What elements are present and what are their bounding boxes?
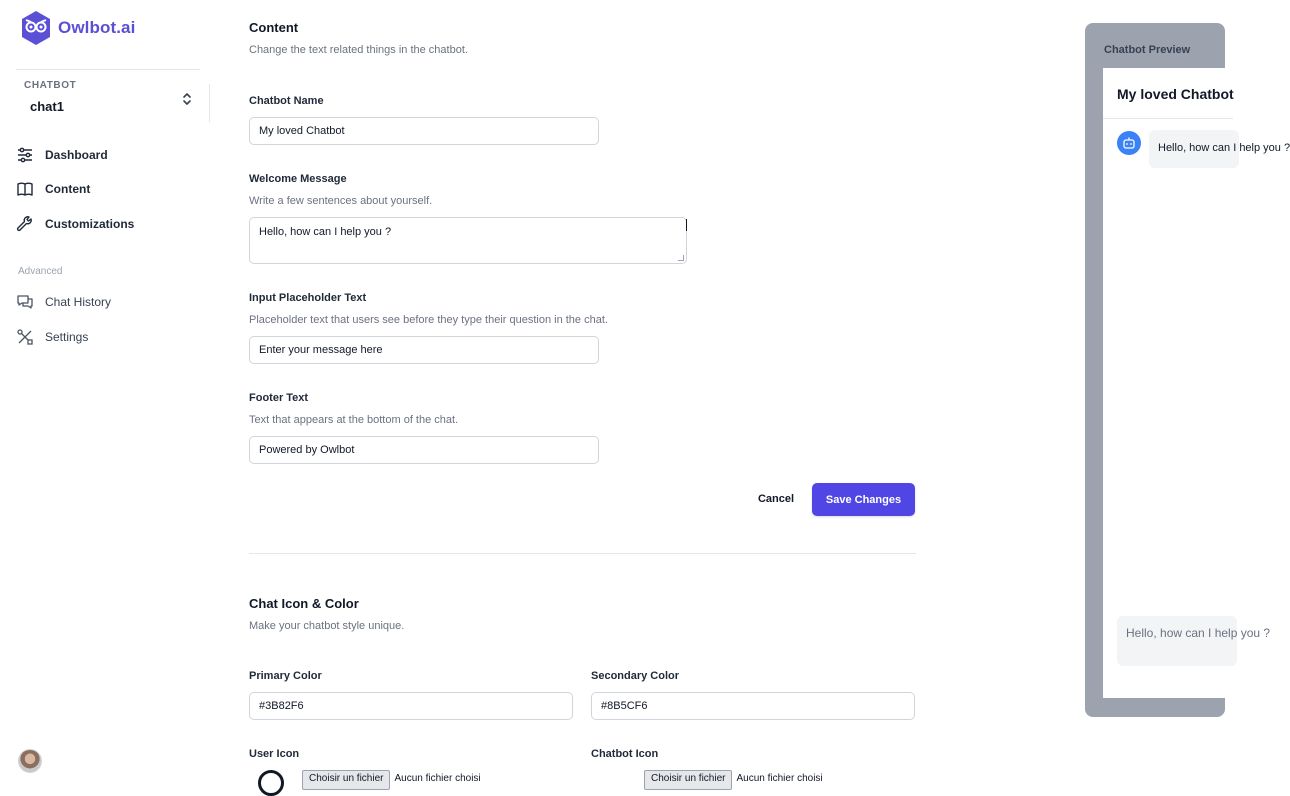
cancel-button[interactable]: Cancel	[757, 493, 795, 505]
footer-text-input[interactable]: Powered by Owlbot	[249, 436, 599, 464]
welcome-message-value: Hello, how can I help you ?	[259, 226, 392, 238]
placeholder-text-help: Placeholder text that users see before they type their question in the chat.	[249, 314, 608, 326]
wrench-icon	[16, 215, 34, 233]
primary-color-input[interactable]: #3B82F6	[249, 692, 573, 720]
user-icon-label: User Icon	[249, 748, 300, 760]
sidebar-divider	[16, 69, 200, 70]
sidebar-item-dashboard[interactable]	[16, 146, 206, 164]
welcome-message-help: Write a few sentences about yourself.	[249, 195, 433, 207]
welcome-message-textarea[interactable]	[249, 217, 687, 264]
sidebar-item-label: Dashboard	[45, 148, 108, 162]
secondary-color-input[interactable]: #8B5CF6	[591, 692, 915, 720]
chatbot-name-label: Chatbot Name	[249, 95, 324, 107]
brand[interactable]	[20, 10, 135, 46]
content-section-subtitle: Change the text related things in the chatbot.	[249, 44, 468, 56]
welcome-message-label: Welcome Message	[249, 173, 347, 185]
robot-icon	[1122, 136, 1136, 150]
brand-name: Owlbot.ai	[58, 18, 136, 37]
sidebar-item-label: Customizations	[45, 217, 135, 231]
preview-chat-window	[1103, 68, 1290, 698]
preview-chat-title: My loved Chatbot	[1117, 86, 1234, 102]
preview-label: Chatbot Preview	[1104, 44, 1191, 56]
sidebar-item-content[interactable]	[16, 180, 206, 198]
bot-message-bubble: Hello, how can I help you ?	[1149, 130, 1239, 168]
chatbot-selector[interactable]: chat1	[30, 99, 64, 114]
sidebar-item-label: Content	[45, 182, 91, 196]
selector-divider	[209, 84, 210, 122]
preview-message-input[interactable]: Hello, how can I help you ?	[1117, 616, 1237, 666]
file-status: Aucun fichier choisi	[736, 773, 823, 784]
footer-text-label: Footer Text	[249, 392, 309, 404]
chatbot-preview-panel	[1085, 23, 1290, 717]
secondary-color-label: Secondary Color	[591, 670, 680, 682]
advanced-section-label: Advanced	[18, 266, 63, 277]
chatbot-selector-label: CHATBOT	[24, 80, 77, 91]
footer-text-help: Text that appears at the bottom of the chat.	[249, 414, 459, 426]
chevron-updown-icon[interactable]	[181, 90, 193, 108]
sidebar	[0, 0, 212, 784]
placeholder-text-label: Input Placeholder Text	[249, 292, 367, 304]
placeholder-text-input[interactable]: Enter your message here	[249, 336, 599, 364]
owl-logo-icon	[20, 10, 52, 46]
bot-avatar	[1117, 131, 1141, 155]
sidebar-item-settings[interactable]	[16, 328, 206, 346]
primary-color-label: Primary Color	[249, 670, 322, 682]
content-section-title: Content	[249, 20, 299, 35]
choose-file-button[interactable]: Choisir un fichier	[644, 770, 732, 790]
user-icon-preview	[258, 770, 284, 796]
save-changes-button[interactable]: Save Changes	[812, 483, 915, 516]
user-avatar[interactable]	[18, 749, 42, 773]
sidebar-item-label: Chat History	[45, 295, 112, 309]
resize-grip-icon[interactable]	[678, 255, 684, 261]
chatbot-icon-label: Chatbot Icon	[591, 748, 659, 760]
chatbot-icon-file-input[interactable]	[644, 770, 916, 784]
sidebar-item-chat-history[interactable]	[16, 293, 206, 311]
sidebar-item-label: Settings	[45, 330, 89, 344]
section-divider	[249, 553, 916, 554]
style-section-subtitle: Make your chatbot style unique.	[249, 620, 405, 632]
tools-icon	[16, 328, 34, 346]
style-section-title: Chat Icon & Color	[249, 596, 359, 611]
preview-header-divider	[1103, 118, 1233, 119]
chatbot-name-input[interactable]: My loved Chatbot	[249, 117, 599, 145]
user-icon-file-input[interactable]	[302, 770, 572, 784]
book-icon	[16, 180, 34, 198]
choose-file-button[interactable]: Choisir un fichier	[302, 770, 390, 790]
sliders-icon	[16, 146, 34, 164]
text-cursor	[686, 219, 687, 231]
chat-bubbles-icon	[16, 293, 34, 311]
file-status: Aucun fichier choisi	[394, 773, 481, 784]
sidebar-item-customizations[interactable]	[16, 215, 206, 233]
